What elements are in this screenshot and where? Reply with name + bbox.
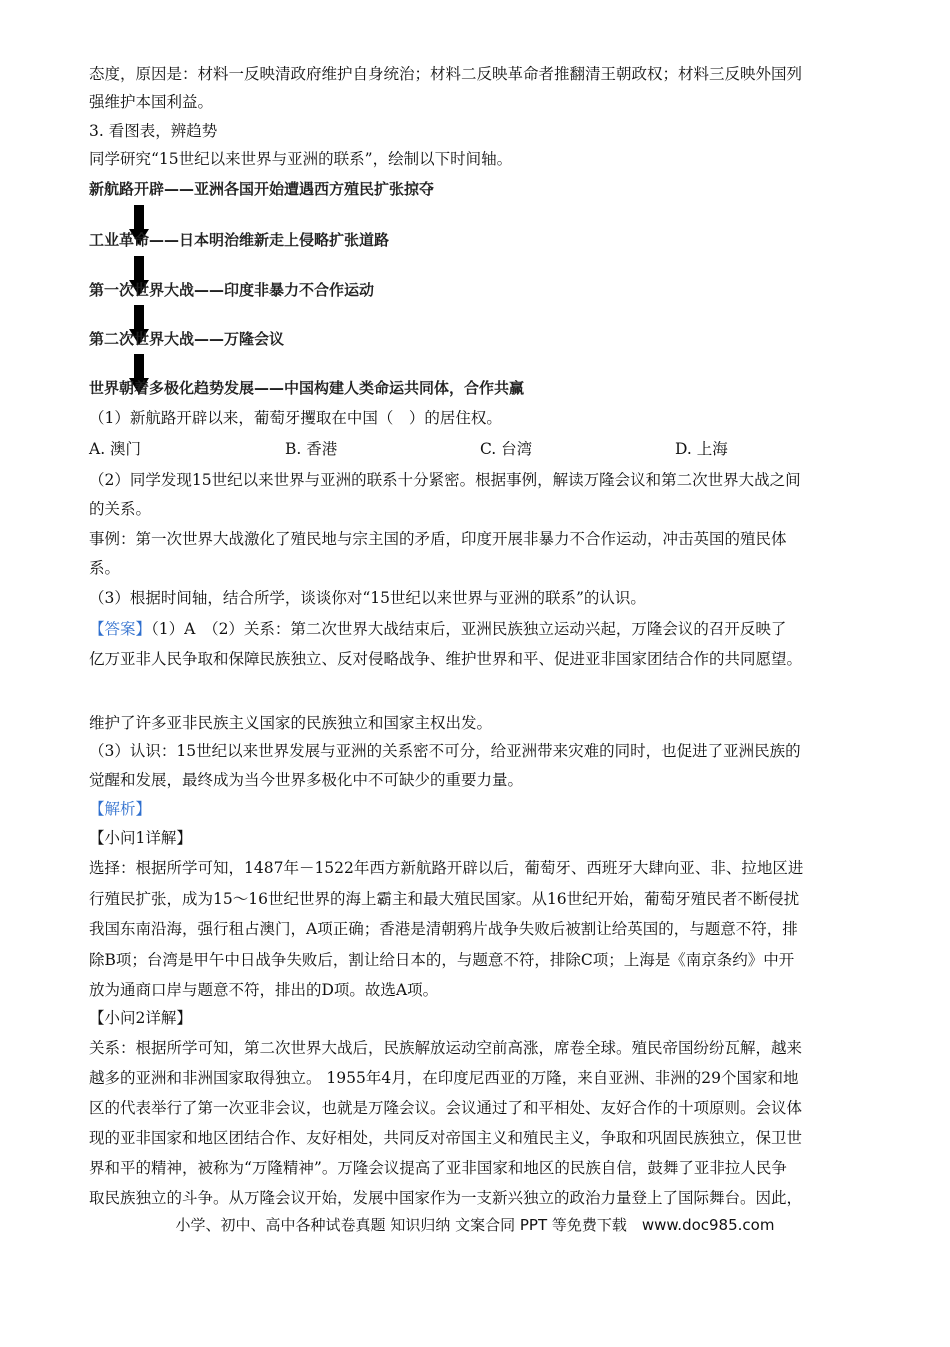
- analysis-text: 除B项；台湾是甲午中日战争失败后，割让给日本的，与题意不符，排除C项；上海是《南京条约》中开: [89, 951, 795, 969]
- timeline-item: 新航路开辟——亚洲各国开始遭遇西方殖民扩张掠夺: [89, 180, 435, 198]
- option-c: C. 台湾: [480, 440, 533, 458]
- paragraph-text: 强维护本国利益。: [89, 93, 214, 111]
- option-b: B. 香港: [285, 440, 338, 458]
- question-2-example: 系。: [89, 559, 121, 577]
- sub-question-heading: 【小问2详解】: [89, 1009, 192, 1027]
- analysis-text: 关系：根据所学可知，第二次世界大战后，民族解放运动空前高涨，席卷全球。殖民帝国纷纷瓦解，越来: [89, 1039, 803, 1057]
- analysis-text: 取民族独立的斗争。从万隆会议开始，发展中国家作为一支新兴独立的政治力量登上了国际舞台。因此，: [89, 1189, 803, 1207]
- answer-tag: 【答案】: [89, 620, 152, 638]
- paragraph-text: 态度，原因是：材料一反映清政府维护自身统治；材料二反映革命者推翻清王朝政权；材料三反映外国列: [89, 65, 803, 83]
- answer-line: （3）认识：15世纪以来世界发展与亚洲的关系密不可分，给亚洲带来灾难的同时，也促进了亚洲民族的: [89, 742, 801, 760]
- question-2-example: 事例：第一次世界大战激化了殖民地与宗主国的矛盾，印度开展非暴力不合作运动，冲击英国的殖民体: [89, 530, 787, 548]
- analysis-text: 越多的亚洲和非洲国家取得独立。 1955年4月，在印度尼西亚的万隆，来自亚洲、非洲的29个国家和地: [89, 1069, 799, 1087]
- timeline-item: 世界朝着多极化趋势发展——中国构建人类命运共同体，合作共赢: [89, 379, 525, 397]
- sub-question-heading: 【小问1详解】: [89, 829, 192, 847]
- answer-line: [89, 617, 869, 641]
- answer-line: 觉醒和发展，最终成为当今世界多极化中不可缺少的重要力量。: [89, 771, 524, 789]
- analysis-text: 现的亚非国家和地区团结合作、友好相处，共同反对帝国主义和殖民主义，争取和巩固民族独立，保卫世: [89, 1129, 803, 1147]
- analysis-text: 选择：根据所学可知，1487年－1522年西方新航路开辟以后，葡萄牙、西班牙大肆向亚、非、拉地区进: [89, 859, 804, 877]
- answer-text: （1）A （2）关系：第二次世界大战结束后，亚洲民族独立运动兴起，万隆会议的召开反映了: [151, 620, 787, 638]
- analysis-text: 放为通商口岸与题意不符，排出的D项。故选A项。: [89, 981, 439, 999]
- question-1: （1）新航路开辟以来，葡萄牙攫取在中国（ ）的居住权。: [89, 409, 502, 427]
- answer-line: 维护了许多亚非民族主义国家的民族独立和国家主权出发。: [89, 714, 493, 732]
- question-2: （2）同学发现15世纪以来世界与亚洲的联系十分紧密。根据事例，解读万隆会议和第二次世界大战之间: [89, 471, 801, 489]
- analysis-text: 界和平的精神，被称为“万隆精神”。万隆会议提高了亚非国家和地区的民族自信，鼓舞了亚非拉人民争: [89, 1159, 787, 1177]
- page-footer: 小学、初中、高中各种试卷真题 知识归纳 文案合同 PPT 等免费下载 www.doc985.com: [175, 1216, 775, 1234]
- analysis-tag: 【解析】: [89, 800, 152, 818]
- timeline-item: 工业革命——日本明治维新走上侵略扩张道路: [89, 231, 390, 249]
- option-a: A. 澳门: [89, 440, 142, 458]
- question-2: 的关系。: [89, 500, 152, 518]
- analysis-text: 区的代表举行了第一次亚非会议，也就是万隆会议。会议通过了和平相处、友好合作的十项原则。会议体: [89, 1099, 803, 1117]
- analysis-text: 行殖民扩张，成为15～16世纪世界的海上霸主和最大殖民国家。从16世纪开始，葡萄牙殖民者不断侵扰: [89, 890, 800, 908]
- question-heading: 3. 看图表，辨趋势: [89, 122, 218, 140]
- paragraph-text: 同学研究“15世纪以来世界与亚洲的联系”，绘制以下时间轴。: [89, 150, 513, 168]
- answer-line: 亿万亚非人民争取和保障民族独立、反对侵略战争、维护世界和平、促进亚非国家团结合作的共同愿望。: [89, 650, 803, 668]
- timeline-item: 第二次世界大战——万隆会议: [89, 330, 285, 348]
- timeline-item: 第一次世界大战——印度非暴力不合作运动: [89, 281, 375, 299]
- question-3: （3）根据时间轴，结合所学，谈谈你对“15世纪以来世界与亚洲的联系”的认识。: [89, 589, 646, 607]
- option-d: D. 上海: [675, 440, 728, 458]
- analysis-text: 我国东南沿海，强行租占澳门，A项正确；香港是清朝鸦片战争失败后被割让给英国的，与题意不符，排: [89, 920, 798, 938]
